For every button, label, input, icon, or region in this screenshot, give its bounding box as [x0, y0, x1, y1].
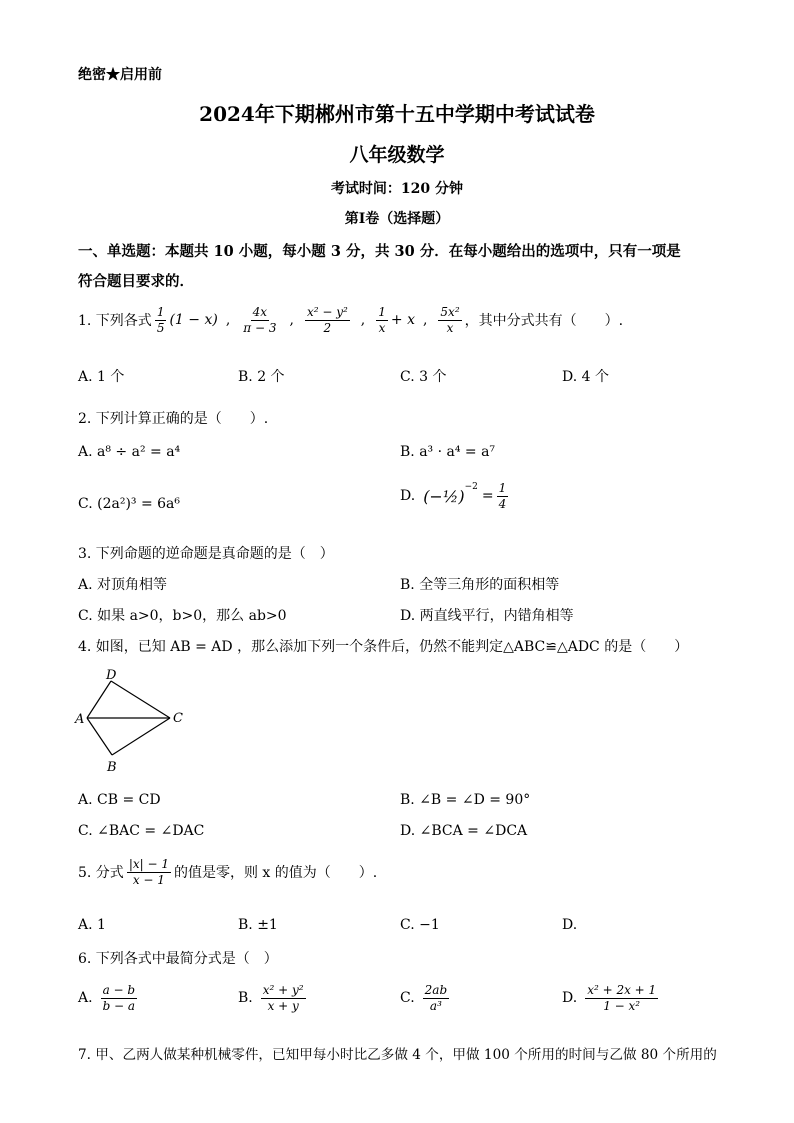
- q4-label-c: C: [173, 711, 183, 726]
- section-heading-line1: 一、单选题：本题共 10 小题，每小题 3 分，共 30 分．在每小题给出的选项中，只有一项是: [78, 243, 681, 260]
- q1-expr-1: $\frac{1}{5}$: [156, 305, 165, 335]
- exam-title: 2024年下期郴州市第十五中学期中考试试卷: [199, 102, 595, 126]
- q1-suffix: ，其中分式共有（ ）.: [464, 313, 624, 330]
- q2-option-c: C. (2a²)³ = 6a⁶: [78, 496, 181, 512]
- q4-option-a: A. CB = CD: [78, 792, 161, 808]
- q1-expr-4: $\frac{1}{x}$: [378, 305, 386, 335]
- q3-option-d: D. 两直线平行，内错角相等: [400, 608, 574, 624]
- exam-time: 考试时间：120 分钟: [330, 181, 464, 197]
- q2-option-a: A. a⁸ ÷ a² = a⁴: [78, 444, 181, 460]
- subject-title: 八年级数学: [349, 144, 445, 166]
- q6-option-c: C. $\frac{2ab}{\text{a³}}$: [400, 983, 448, 1013]
- q4-option-c: C. ∠BAC = ∠DAC: [78, 823, 205, 839]
- q4-label-b: B: [107, 760, 117, 775]
- q1-option-b: B. 2 个: [238, 369, 285, 385]
- q2-option-d: D. (−½) $^{-2}$ = $\frac{1}{4}$: [400, 481, 507, 511]
- q2-option-b: B. a³ · a⁴ = a⁷: [400, 444, 496, 460]
- question-5-stem: 5. 分式 $\frac{|x| - 1}{x - 1}$ 的值是零，则 x 的值为（ ）.: [78, 857, 378, 887]
- q1-expr-2: $\frac{4x}{\pi - 3}$: [243, 305, 277, 335]
- q5-option-d: D.: [562, 917, 578, 933]
- q3-option-b: B. 全等三角形的面积相等: [400, 577, 560, 593]
- q5-option-b: B. ±1: [238, 917, 278, 933]
- part-title: 第Ⅰ卷（选择题）: [344, 211, 450, 227]
- q3-option-a: A. 对顶角相等: [78, 577, 168, 593]
- q5-option-a: A. 1: [78, 917, 106, 933]
- q1-option-d: D. 4 个: [562, 369, 609, 385]
- q4-option-b: B. ∠B = ∠D = 90°: [400, 792, 531, 808]
- section-heading-line2: 符合题目要求的．: [78, 273, 194, 290]
- q1-expr-3: $\frac{\text{x² − y²}}{2}$: [306, 305, 348, 335]
- secret-label: 绝密★启用前: [78, 67, 162, 83]
- question-1-stem: 1. 下列各式 $\frac{1}{5}$ (1 − x) , $\frac{4x}{\pi - 3}$ , $\frac{\text{x² − y²}}{2}$ , $\frac{1}{x}$ + x , $\frac{\text{5x²}}{x}$ ，其中分式共有（ ）.: [78, 305, 624, 335]
- q4-label-d: D: [106, 668, 117, 683]
- q4-label-a: A: [75, 712, 85, 727]
- q1-prefix: 1. 下列各式: [78, 313, 152, 330]
- q4-triangle-figure: [70, 664, 200, 776]
- q6-option-d: D. $\frac{\text{x² + 2x + 1}}{\text{1 − x²}}$: [562, 983, 657, 1013]
- q1-expr-5: $\frac{\text{5x²}}{x}$: [440, 305, 460, 335]
- question-6-stem: 6. 下列各式中最简分式是（ ）: [78, 951, 278, 967]
- question-7-stem: 7. 甲、乙两人做某种机械零件，已知甲每小时比乙多做 4 个，甲做 100 个所用的时间与乙做 80 个所用的: [78, 1047, 717, 1063]
- q6-option-b: B. $\frac{\text{x² + y²}}{x + y}$: [238, 983, 304, 1013]
- q3-option-c: C. 如果 a>0，b>0，那么 ab>0: [78, 608, 287, 624]
- question-4-stem: 4. 如图，已知 AB = AD ，那么添加下列一个条件后，仍然不能判定△ABC≌△ADC 的是（ ）: [78, 639, 689, 655]
- q4-option-d: D. ∠BCA = ∠DCA: [400, 823, 528, 839]
- q5-option-c: C. −1: [400, 917, 440, 933]
- q1-option-a: A. 1 个: [78, 369, 125, 385]
- q6-option-a: A. $\frac{a - b}{b - a}$: [78, 983, 136, 1013]
- question-3-stem: 3. 下列命题的逆命题是真命题的是（ ）: [78, 546, 334, 562]
- q5-fraction: $\frac{|x| - 1}{x - 1}$: [128, 857, 169, 887]
- q1-option-c: C. 3 个: [400, 369, 447, 385]
- question-2-stem: 2. 下列计算正确的是（ ）.: [78, 411, 269, 427]
